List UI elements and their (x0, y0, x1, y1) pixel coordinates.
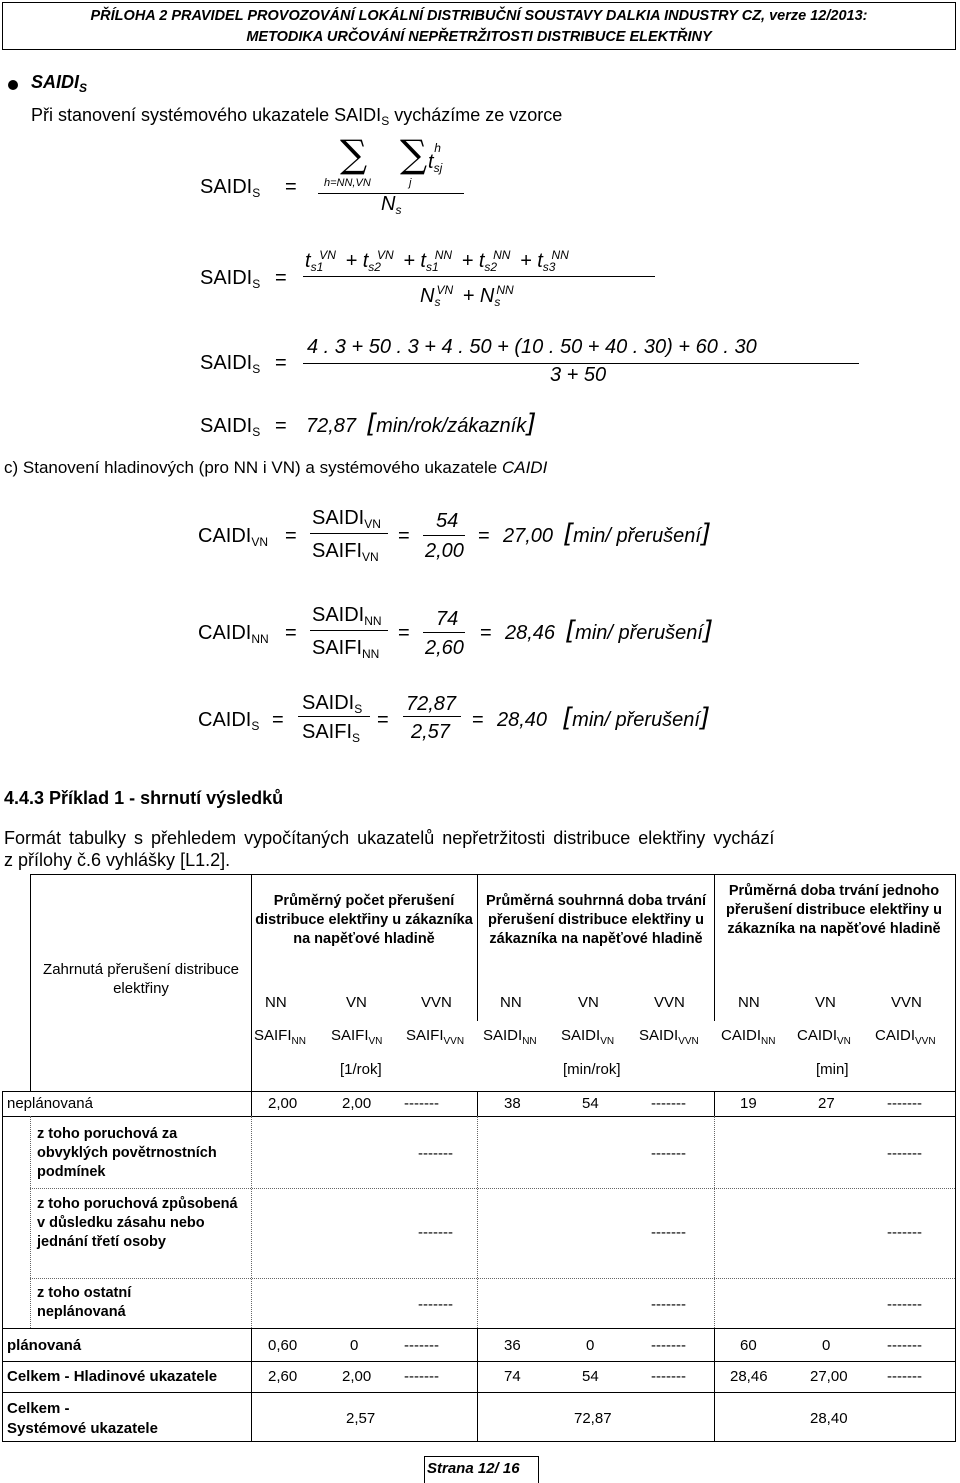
level-header: VVN (654, 994, 685, 1011)
metric-header: $SAIDI_{VN}$ (561, 1027, 615, 1047)
section-heading: 4.4.3 Příklad 1 - shrnutí výsledků (4, 788, 284, 808)
header-line-1: PŘÍLOHA 2 PRAVIDEL PROVOZOVÁNÍ LOKÁLNÍ DISTRIBUČNÍ SOUSTAVY DALKIA INDUSTRY CZ, verze 12/2013: (90, 8, 868, 24)
metric-header: $SAIFI_{VN}$ (331, 1027, 383, 1047)
row-label: Celkem - Hladinové ukazatele (7, 1368, 218, 1385)
metric-header: $CAIDI_{VVN}$ (875, 1027, 936, 1047)
saidi-intro: Při stanovení systémového ukazatele $SAIDI_S$ vycházíme ze vzorce (31, 105, 563, 128)
group-header-caidi: Průměrná doba trvání jednoho přerušení distribuce elektřiny u zákazníka na napěťové hladině (726, 883, 942, 937)
level-header: VN (578, 994, 599, 1011)
saidi-result: 72,87 (306, 415, 357, 437)
metric-header: $CAIDI_{NN}$ (721, 1027, 776, 1047)
formula-4-lhs: $SAIDI_S$ (200, 415, 261, 439)
row-label: z toho poruchová způsobená v důsledku zásahu nebo jednání třetí osoby (37, 1196, 238, 1250)
level-header: NN (500, 994, 522, 1011)
metric-header: $CAIDI_{VN}$ (797, 1027, 851, 1047)
level-header: NN (265, 994, 287, 1011)
level-header: VVN (421, 994, 452, 1011)
sum-icon: ∑ (340, 132, 368, 176)
metric-header: $SAIFI_{VVN}$ (406, 1027, 465, 1047)
caidi-nn-lhs: $CAIDI_{NN}$ (198, 622, 269, 646)
level-header: VN (346, 994, 367, 1011)
row-label: neplánovaná (7, 1095, 93, 1112)
formula-2-lhs: $SAIDI_S$ (200, 267, 261, 291)
group-header-saifi: Průměrný počet přerušení distribuce elektřiny u zákazníka na napěťové hladině (255, 893, 473, 947)
row-label: z toho poruchová za obvyklých povětrnostních podmínek (37, 1126, 217, 1180)
saidi-heading: $SAIDI_S$ (31, 72, 88, 95)
row-label: Celkem - Systémové ukazatele (7, 1400, 158, 1437)
formula-3-lhs: $SAIDI_S$ (200, 352, 261, 376)
metric-header: $SAIFI_{NN}$ (254, 1027, 306, 1047)
header-line-2: METODIKA URČOVÁNÍ NEPŘETRŽITOSTI DISTRIBUCE ELEKTŘINY (246, 29, 712, 45)
paragraph-line-2: z přílohy č.6 vyhlášky [L1.2]. (4, 850, 231, 870)
unit-label: [min] (816, 1061, 849, 1078)
level-header: VN (815, 994, 836, 1011)
caidi-s-lhs: $CAIDI_S$ (198, 709, 260, 733)
unit-label: [min/rok] (563, 1061, 621, 1078)
metric-header: $SAIDI_{NN}$ (483, 1027, 537, 1047)
table-corner-label: Zahrnutá přerušení distribuce elektřiny (43, 961, 239, 997)
page-number: Strana 12/ 16 (427, 1460, 520, 1477)
document-header (2, 2, 956, 50)
formula-1-lhs: $SAIDI_S$ (200, 176, 261, 200)
metric-header: $SAIDI_{VVN}$ (639, 1027, 699, 1047)
row-label: plánovaná (7, 1337, 82, 1354)
level-header: VVN (891, 994, 922, 1011)
paragraph-line-1: Formát tabulky s přehledem vypočítaných ukazatelů nepřetržitosti distribuce elektřiny vychází (4, 828, 775, 848)
level-header: NN (738, 994, 760, 1011)
unit-label: [1/rok] (340, 1061, 382, 1078)
bullet-icon (8, 80, 18, 90)
caidi-vn-lhs: $CAIDI_{VN}$ (198, 525, 269, 549)
sum-icon: ∑ (400, 132, 428, 176)
group-header-saidi: Průměrná souhrnná doba trvání přerušení distribuce elektřiny u zákazníka na napěťové hladině (486, 893, 706, 947)
caidi-heading: c) Stanovení hladinových (pro NN i VN) a systémového ukazatele CAIDI (4, 458, 548, 477)
row-label: z toho ostatní neplánovaná (37, 1285, 132, 1320)
